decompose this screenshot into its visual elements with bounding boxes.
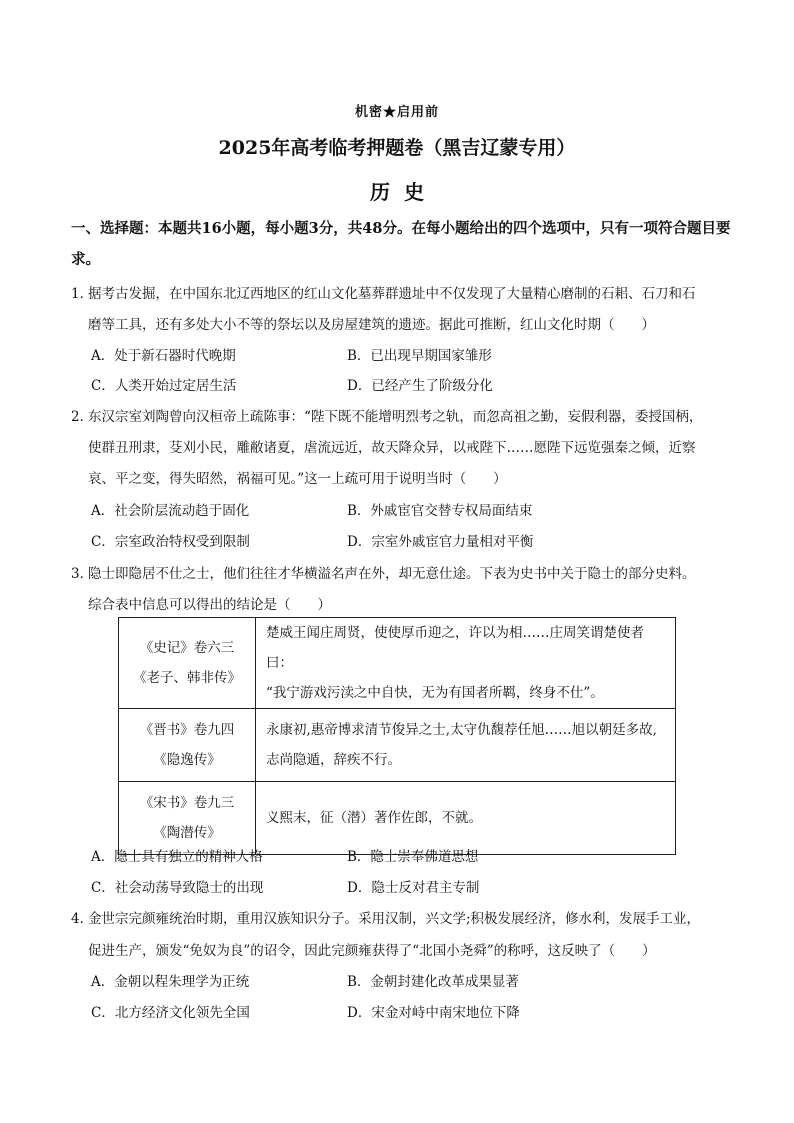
- option-a[interactable]: A．隐士具有独立的精神人格: [91, 849, 263, 865]
- question-text: 哀、平之变，得失昭然，祸福可见。”这一上疏可用于说明当时（ ）: [88, 471, 507, 487]
- subject-title: 历史: [370, 180, 438, 204]
- source-text: 永康初,惠帝博求清节俊异之士,太守仇馥荐任旭……旭以朝廷多故,: [266, 722, 657, 738]
- option-c[interactable]: C．北方经济文化领先全国: [91, 1005, 250, 1021]
- source-text: 志尚隐遁，辞疾不行。: [266, 752, 401, 768]
- source-book-cell: [119, 618, 256, 709]
- table-row: [119, 709, 676, 782]
- option-d[interactable]: D．已经产生了阶级分化: [347, 378, 493, 394]
- option-b[interactable]: B．已出现早期国家雏形: [347, 348, 492, 364]
- question-number: 1．: [71, 286, 94, 302]
- option-d[interactable]: D．宗室外戚宦官力量相对平衡: [347, 534, 534, 550]
- question-number: 2．: [71, 409, 94, 425]
- question-text: 磨等工具，还有多处大小不等的祭坛以及房屋建筑的遗迹。据此可推断，红山文化时期（ ）: [88, 317, 655, 333]
- question-text: 隐士即隐居不仕之士，他们往往才华横溢名声在外，却无意仕途。下表为史书中关于隐士的部分史料。: [88, 566, 696, 582]
- question-number: 3．: [71, 566, 94, 582]
- book-chapter: 《隐逸传》: [153, 752, 221, 768]
- question-text: 金世宗完颜雍统治时期，重用汉族知识分子。采用汉制，兴文学;积极发展经济，修水利，发展手工业，: [88, 911, 701, 927]
- table-row: [119, 618, 676, 709]
- book-title: 《晋书》卷九四: [139, 722, 235, 738]
- option-c[interactable]: C．宗室政治特权受到限制: [91, 534, 250, 550]
- question-text: 东汉宗室刘陶曾向汉桓帝上疏陈事：“陛下既不能增明烈考之轨，而忽高祖之勤，妄假利器，委授国柄，: [88, 409, 703, 425]
- source-text: 楚威王闻庄周贤，使使厚币迎之，许以为相……庄周笑谓楚使者曰：: [266, 625, 644, 671]
- option-b[interactable]: B．隐士崇奉佛道思想: [347, 849, 479, 865]
- option-a[interactable]: A．处于新石器时代晚期: [91, 348, 236, 364]
- source-text-cell: [256, 782, 676, 855]
- question-text: 综合表中信息可以得出的结论是（ ）: [88, 597, 331, 613]
- source-text-cell: [256, 618, 676, 709]
- table-row: [119, 782, 676, 855]
- source-table: [118, 617, 676, 855]
- option-c[interactable]: C．人类开始过定居生活: [91, 378, 237, 394]
- option-d[interactable]: D．宋金对峙中南宋地位下降: [347, 1005, 520, 1021]
- option-c[interactable]: C．社会动荡导致隐士的出现: [91, 880, 264, 896]
- book-chapter: 《老子、韩非传》: [133, 670, 241, 686]
- question-text: 使群丑刑隶，芟刈小民，雕敝诸夏，虐流远近，故天降众异，以戒陛下……愿陛下远览强秦之倾，近察: [88, 440, 696, 456]
- question-number: 4．: [71, 911, 94, 927]
- source-text: “我宁游戏污渎之中自快，无为有国者所羁，终身不仕”。: [266, 685, 604, 701]
- exam-title: 2025年高考临考押题卷（黑吉辽蒙专用）: [218, 137, 576, 159]
- question-text: 据考古发掘，在中国东北辽西地区的红山文化墓葬群遗址中不仅发现了大量精心磨制的石耜、石刀和石: [88, 286, 696, 302]
- option-b[interactable]: B．外戚宦官交替专权局面结束: [347, 503, 533, 519]
- book-title: 《宋书》卷九三: [139, 795, 235, 811]
- confidential-mark: 机密★启用前: [354, 105, 439, 120]
- section-heading: 一、选择题：本题共16小题，每小题3分，共48分。在每小题给出的四个选项中，只有一项符合题目要求。: [71, 220, 731, 268]
- question-text: 促进生产，颁发“免奴为良”的诏令，因此完颜雍获得了“北国小尧舜”的称呼，这反映了（ ）: [88, 943, 656, 959]
- source-book-cell: [119, 709, 256, 782]
- option-b[interactable]: B．金朝封建化改革成果显著: [347, 974, 519, 990]
- option-a[interactable]: A．社会阶层流动趋于固化: [91, 503, 250, 519]
- book-title: 《史记》卷六三: [139, 640, 235, 656]
- source-book-cell: [119, 782, 256, 855]
- source-text: 义熙末，征（潜）著作佐郎，不就。: [266, 810, 482, 826]
- book-chapter: 《陶潜传》: [153, 825, 221, 841]
- option-d[interactable]: D．隐士反对君主专制: [347, 880, 480, 896]
- option-a[interactable]: A．金朝以程朱理学为正统: [91, 974, 250, 990]
- source-text-cell: [256, 709, 676, 782]
